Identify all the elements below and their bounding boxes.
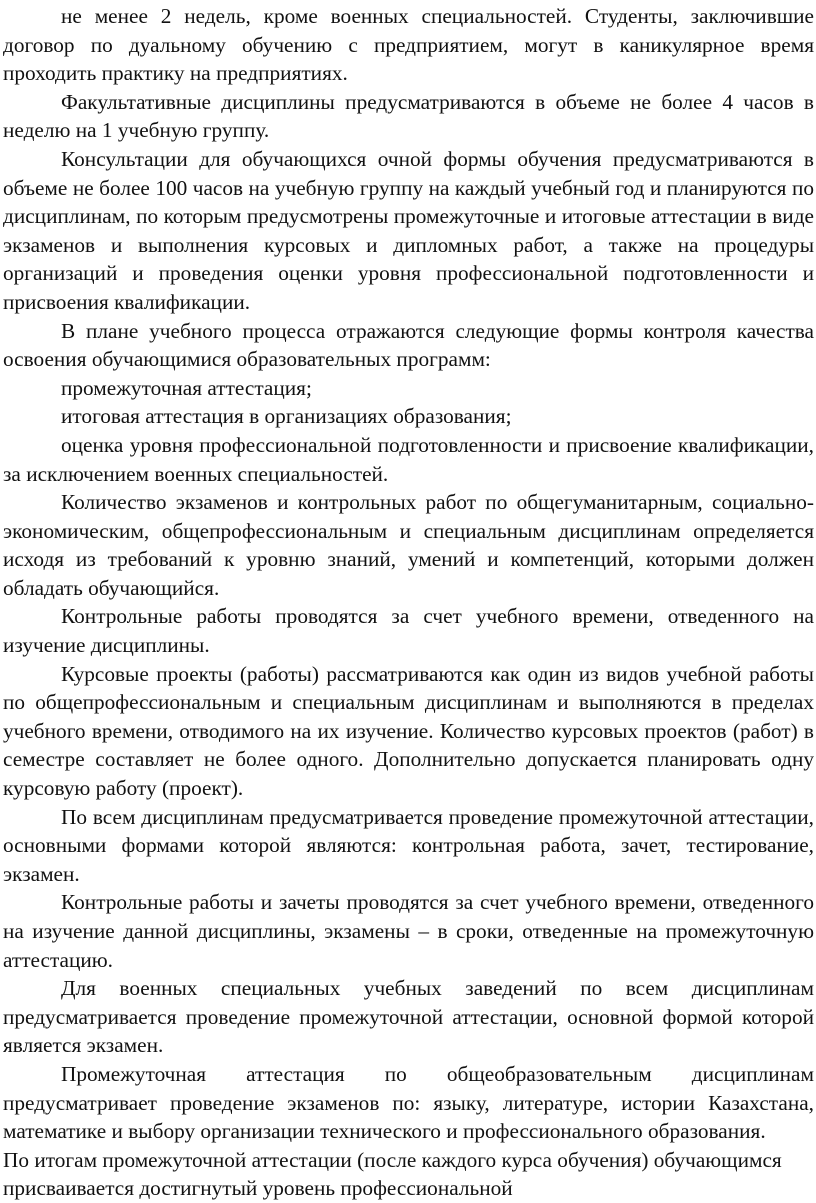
list-item-qualification-assessment: оценка уровня профессиональной подготовленности и присвоение квалификации, за исключением военных специальностей. bbox=[3, 432, 814, 486]
paragraph-intermediate-forms: По всем дисциплинам предусматривается проведение промежуточной аттестации, основными формами которой являются: контрольная работа, зачет, тестирование, экзамен. bbox=[3, 804, 814, 886]
paragraph-general-education-exams: Промежуточная аттестация по общеобразовательным дисциплинам предусматривает проведение экзаменов по: языку, литературе, истории Казахстана, математике и выбору организации технического и профессионального образования. bbox=[3, 1061, 814, 1144]
paragraph-military-schools: Для военных специальных учебных заведений по всем дисциплинам предусматривается проведение промежуточной аттестации, основной формой которой является экзамен. bbox=[3, 976, 814, 1058]
paragraph-tests-and-exams: Контрольные работы и зачеты проводятся за счет учебного времени, отведенного на изучение данной дисциплины, экзамены – в сроки, отведенные на промежуточную аттестацию. bbox=[3, 890, 814, 972]
paragraph-control-works: Контрольные работы проводятся за счет учебного времени, отведенного на изучение дисциплины. bbox=[3, 604, 814, 658]
paragraph-course-projects: Курсовые проекты (работы) рассматриваются как один из видов учебной работы по общепрофессиональным и специальным дисциплинам и выполняются в пределах учебного времени, отводимого на их изучение. Количество курсовых проектов (работ) в семестре составляет не более одного. Дополнительно допускается планировать одну курсовую работу (проект). bbox=[3, 661, 814, 801]
list-item-intermediate-attestation: промежуточная аттестация; bbox=[61, 375, 312, 400]
list-item-final-attestation: итоговая аттестация в организациях образования; bbox=[61, 404, 512, 429]
paragraph-results: По итогам промежуточной аттестации (после каждого курса обучения) обучающимся присваивается достигнутый уровень профессиональной bbox=[3, 1147, 782, 1201]
paragraph-practice: не менее 2 недель, кроме военных специальностей. Студенты, заключившие договор по дуальному обучению с предприятием, могут в каникулярное время проходить практику на предприятиях. bbox=[3, 4, 814, 86]
paragraph-control-forms: В плане учебного процесса отражаются следующие формы контроля качества освоения обучающимися образовательных программ: bbox=[3, 318, 814, 372]
paragraph-electives: Факультативные дисциплины предусматриваются в объеме не более 4 часов в неделю на 1 учебную группу. bbox=[3, 89, 814, 143]
paragraph-consultations: Консультации для обучающихся очной формы обучения предусматриваются в объеме не более 100 часов на учебную группу на каждый учебный год и планируются по дисциплинам, по которым предусмотрены промежуточные и итоговые аттестации в виде экзаменов и выполнения курсовых и дипломных работ, а также на процедуры организаций и проведения оценки уровня профессиональной подготовленности и присвоения квалификации. bbox=[3, 146, 814, 314]
paragraph-exam-count: Количество экзаменов и контрольных работ по общегуманитарным, социально-экономическим, общепрофессиональным и специальным дисциплинам определяется исходя из требований к уровню знаний, умений и компетенций, которыми должен обладать обучающийся. bbox=[3, 490, 814, 600]
